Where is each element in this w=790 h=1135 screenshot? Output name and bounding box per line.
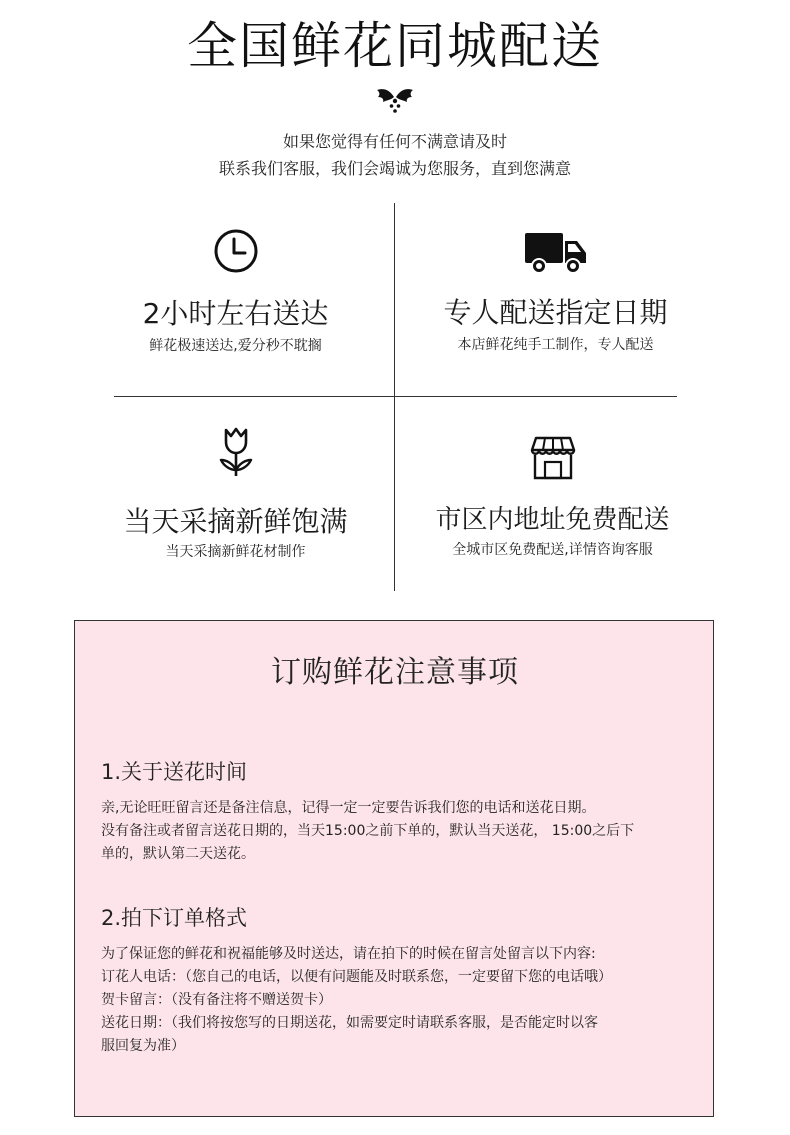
- intro-line-2: 联系我们客服，我们会竭诚为您服务，直到您满意: [218, 159, 571, 178]
- holly-icon: [373, 86, 417, 118]
- feature-subtitle: 本店鲜花纯手工制作，专人配送: [457, 337, 654, 353]
- section-heading-order-format: 2.拍下订单格式: [101, 906, 248, 930]
- feature-title: 2小时左右送达: [142, 297, 329, 330]
- storefront-icon: [530, 436, 576, 480]
- section-text-line: 送花日期：（我们将按您写的日期送花，如需要定时请联系客服，是否能定时以客: [101, 1015, 598, 1031]
- feature-free-delivery: [412, 436, 693, 560]
- feature-subtitle: 鲜花极速送达,爱分秒不耽搁: [149, 338, 322, 354]
- section-heading-delivery-time: 1.关于送花时间: [101, 760, 248, 784]
- feature-dedicated-delivery: [415, 231, 696, 355]
- grid-divider-horizontal: [114, 396, 677, 397]
- grid-divider-vertical: [394, 203, 395, 591]
- feature-title: 当天采摘新鲜饱满: [123, 505, 348, 538]
- notice-title: 订购鲜花注意事项: [271, 655, 519, 690]
- feature-title: 专人配送指定日期: [443, 296, 668, 329]
- section-text-line: 单的，默认第二天送花。: [101, 846, 255, 862]
- section-text-line: 没有备注或者留言送花日期的，当天15:00之前下单的，默认当天送花， 15:00之后下: [101, 823, 635, 839]
- feature-subtitle: 全城市区免费配送,详情咨询客服: [452, 542, 653, 558]
- section-text-line: 为了保证您的鲜花和祝福能够及时送达，请在拍下的时候在留言处留言以下内容:: [101, 946, 596, 962]
- intro-line-1: 如果您觉得有任何不满意请及时: [282, 132, 507, 151]
- section-text-line: 亲,无论旺旺留言还是备注信息，记得一定一定要告诉我们您的电话和送花日期。: [101, 800, 596, 816]
- delivery-truck-icon: [523, 231, 589, 275]
- feature-subtitle: 当天采摘新鲜花材制作: [165, 544, 306, 560]
- feature-fresh-picked: [95, 426, 376, 562]
- section-text-line: 服回复为准）: [101, 1038, 185, 1054]
- section-text-line: 订花人电话：（您自己的电话，以便有问题能及时联系您，一定要留下您的电话哦）: [101, 969, 612, 985]
- clock-icon: [213, 228, 259, 274]
- feature-title: 市区内地址免费配送: [435, 505, 670, 535]
- tulip-icon: [216, 426, 256, 478]
- section-text-line: 贺卡留言：（没有备注将不赠送贺卡）: [101, 992, 332, 1008]
- page-title: 全国鲜花同城配送: [187, 17, 603, 75]
- feature-fast-delivery: [95, 228, 376, 356]
